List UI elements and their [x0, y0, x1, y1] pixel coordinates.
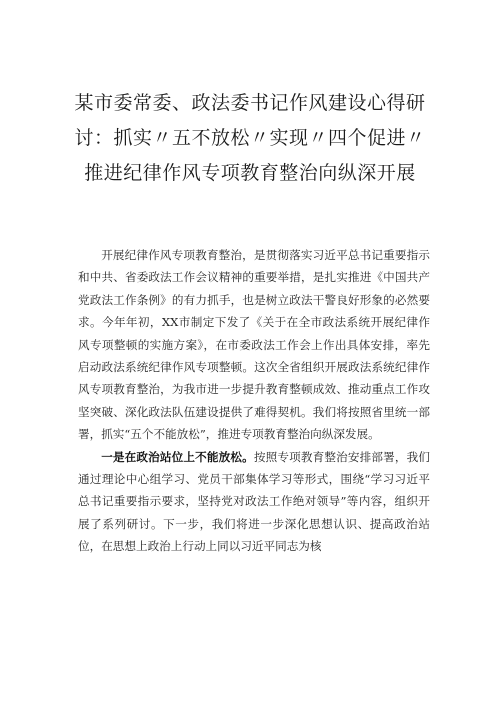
paragraph-point-one-text: 按照专项教育整治安排部署，我们通过理论中心组学习、党员干部集体学习等形式，围绕“学习习近平总书记重要指示要求，坚持党对政法工作绝对领导”等内容，组织开展了系列研讨。下一步，我们将进一步深化思想认识、提高政治站位，在思想上政治上行动上同以习近平同志为核 — [78, 449, 430, 554]
paragraph-intro — [78, 244, 430, 446]
paragraph-point-one-lead: 一是在政治站位上不能放松。 — [101, 449, 254, 464]
document-body — [78, 244, 430, 558]
paragraph-point-one — [78, 446, 430, 558]
document-title: 某市委常委、政法委书记作风建设心得研讨：抓实〃五不放松〃实现〃四个促进〃推进纪律作风专项教育整治向纵深开展 — [74, 92, 426, 184]
paragraph-intro-text: 开展纪律作风专项教育整治，是贯彻落实习近平总书记重要指示和中共、省委政法工作会议精神的重要举措，是扎实推进《中国共产党政法工作条例》的有力抓手，也是树立政法干警良好形象的必然要求。今年年初，XX市制定下发了《关于在全市政法系统开展纪律作风专项整顿的实施方案》，在市委政法工作会上作出具体安排，率先启动政法系统纪律作风专项整顿。这次全省组织开展政法系统纪律作风专项教育整治，为我市进一步提升教育整顿成效、推动重点工作攻坚突破、深化政法队伍建设提供了难得契机。我们将按照省里统一部署，抓实“五个不能放松”，推进专项教育整治向纵深发展。 — [78, 248, 430, 442]
